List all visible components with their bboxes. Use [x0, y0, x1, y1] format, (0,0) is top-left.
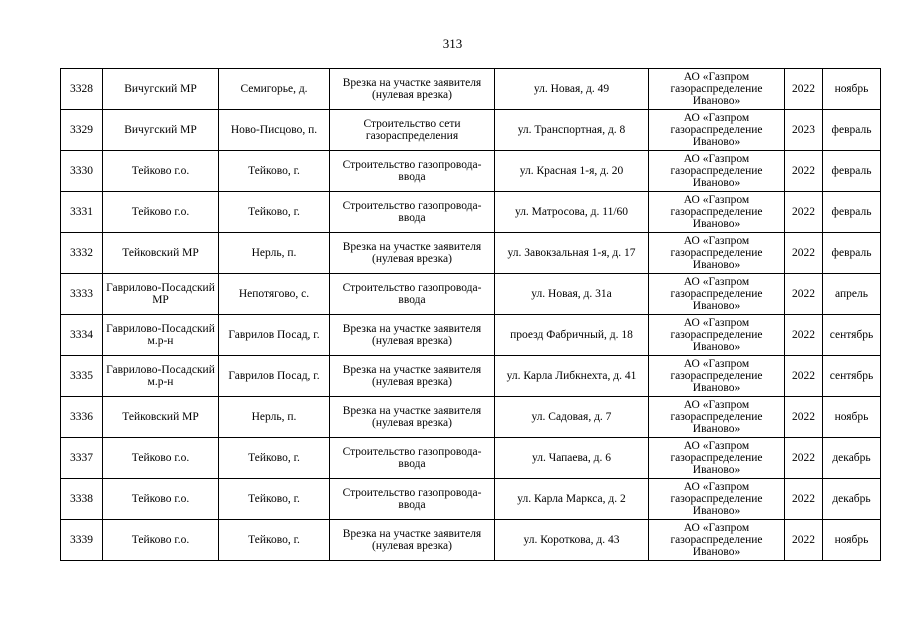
locality-cell: Семигорье, д. — [219, 69, 330, 110]
organization-cell: АО «Газпром газораспределение Иваново» — [649, 69, 785, 110]
district-cell: Тейково г.о. — [103, 520, 219, 561]
organization-cell: АО «Газпром газораспределение Иваново» — [649, 520, 785, 561]
gas-connections-table — [60, 68, 881, 561]
year-cell: 2022 — [785, 233, 823, 274]
month-cell: ноябрь — [823, 69, 881, 110]
organization-cell: АО «Газпром газораспределение Иваново» — [649, 315, 785, 356]
table-row — [61, 315, 881, 356]
table-row — [61, 356, 881, 397]
organization-cell: АО «Газпром газораспределение Иваново» — [649, 397, 785, 438]
organization-cell: АО «Газпром газораспределение Иваново» — [649, 192, 785, 233]
table-row — [61, 520, 881, 561]
district-cell: Вичугский МР — [103, 110, 219, 151]
row-number-cell: 3330 — [61, 151, 103, 192]
table-row — [61, 397, 881, 438]
organization-cell: АО «Газпром газораспределение Иваново» — [649, 356, 785, 397]
address-cell: ул. Транспортная, д. 8 — [495, 110, 649, 151]
work-type-cell: Врезка на участке заявителя (нулевая врезка) — [330, 315, 495, 356]
address-cell: ул. Карла Либкнехта, д. 41 — [495, 356, 649, 397]
table-row — [61, 69, 881, 110]
table-row — [61, 274, 881, 315]
address-cell: проезд Фабричный, д. 18 — [495, 315, 649, 356]
month-cell: февраль — [823, 110, 881, 151]
month-cell: декабрь — [823, 479, 881, 520]
table-row — [61, 110, 881, 151]
month-cell: февраль — [823, 233, 881, 274]
month-cell: ноябрь — [823, 397, 881, 438]
address-cell: ул. Карла Маркса, д. 2 — [495, 479, 649, 520]
district-cell: Вичугский МР — [103, 69, 219, 110]
district-cell: Тейково г.о. — [103, 438, 219, 479]
address-cell: ул. Красная 1-я, д. 20 — [495, 151, 649, 192]
table-row — [61, 151, 881, 192]
table-row — [61, 192, 881, 233]
locality-cell: Нерль, п. — [219, 397, 330, 438]
row-number-cell: 3329 — [61, 110, 103, 151]
locality-cell: Гаврилов Посад, г. — [219, 315, 330, 356]
year-cell: 2022 — [785, 520, 823, 561]
district-cell: Тейковский МР — [103, 397, 219, 438]
year-cell: 2022 — [785, 151, 823, 192]
locality-cell: Тейково, г. — [219, 151, 330, 192]
row-number-cell: 3339 — [61, 520, 103, 561]
work-type-cell: Врезка на участке заявителя (нулевая врезка) — [330, 520, 495, 561]
year-cell: 2022 — [785, 397, 823, 438]
organization-cell: АО «Газпром газораспределение Иваново» — [649, 110, 785, 151]
year-cell: 2022 — [785, 479, 823, 520]
district-cell: Гаврилово-Посадский м.р-н — [103, 356, 219, 397]
address-cell: ул. Завокзальная 1-я, д. 17 — [495, 233, 649, 274]
year-cell: 2022 — [785, 356, 823, 397]
row-number-cell: 3334 — [61, 315, 103, 356]
address-cell: ул. Короткова, д. 43 — [495, 520, 649, 561]
month-cell: ноябрь — [823, 520, 881, 561]
district-cell: Тейково г.о. — [103, 151, 219, 192]
year-cell: 2022 — [785, 315, 823, 356]
locality-cell: Тейково, г. — [219, 438, 330, 479]
work-type-cell: Строительство сети газораспределения — [330, 110, 495, 151]
organization-cell: АО «Газпром газораспределение Иваново» — [649, 233, 785, 274]
row-number-cell: 3331 — [61, 192, 103, 233]
organization-cell: АО «Газпром газораспределение Иваново» — [649, 274, 785, 315]
year-cell: 2022 — [785, 274, 823, 315]
year-cell: 2022 — [785, 192, 823, 233]
month-cell: сентябрь — [823, 315, 881, 356]
work-type-cell: Строительство газопровода-ввода — [330, 192, 495, 233]
address-cell: ул. Новая, д. 49 — [495, 69, 649, 110]
locality-cell: Гаврилов Посад, г. — [219, 356, 330, 397]
address-cell: ул. Матросова, д. 11/60 — [495, 192, 649, 233]
table-body — [61, 69, 881, 561]
page-number: 313 — [442, 36, 463, 51]
month-cell: апрель — [823, 274, 881, 315]
row-number-cell: 3333 — [61, 274, 103, 315]
locality-cell: Тейково, г. — [219, 520, 330, 561]
month-cell: декабрь — [823, 438, 881, 479]
locality-cell: Тейково, г. — [219, 192, 330, 233]
table-row — [61, 233, 881, 274]
work-type-cell: Врезка на участке заявителя (нулевая врезка) — [330, 356, 495, 397]
year-cell: 2022 — [785, 69, 823, 110]
work-type-cell: Строительство газопровода-ввода — [330, 438, 495, 479]
year-cell: 2023 — [785, 110, 823, 151]
organization-cell: АО «Газпром газораспределение Иваново» — [649, 438, 785, 479]
district-cell: Тейково г.о. — [103, 479, 219, 520]
month-cell: сентябрь — [823, 356, 881, 397]
year-cell: 2022 — [785, 438, 823, 479]
row-number-cell: 3337 — [61, 438, 103, 479]
locality-cell: Нерль, п. — [219, 233, 330, 274]
work-type-cell: Строительство газопровода-ввода — [330, 274, 495, 315]
district-cell: Тейковский МР — [103, 233, 219, 274]
table-row — [61, 438, 881, 479]
work-type-cell: Врезка на участке заявителя (нулевая врезка) — [330, 397, 495, 438]
district-cell: Тейково г.о. — [103, 192, 219, 233]
row-number-cell: 3328 — [61, 69, 103, 110]
organization-cell: АО «Газпром газораспределение Иваново» — [649, 151, 785, 192]
month-cell: февраль — [823, 192, 881, 233]
address-cell: ул. Чапаева, д. 6 — [495, 438, 649, 479]
row-number-cell: 3336 — [61, 397, 103, 438]
work-type-cell: Врезка на участке заявителя (нулевая врезка) — [330, 233, 495, 274]
address-cell: ул. Садовая, д. 7 — [495, 397, 649, 438]
district-cell: Гаврилово-Посадский МР — [103, 274, 219, 315]
row-number-cell: 3332 — [61, 233, 103, 274]
row-number-cell: 3338 — [61, 479, 103, 520]
work-type-cell: Врезка на участке заявителя (нулевая врезка) — [330, 69, 495, 110]
locality-cell: Тейково, г. — [219, 479, 330, 520]
address-cell: ул. Новая, д. 31а — [495, 274, 649, 315]
locality-cell: Ново-Писцово, п. — [219, 110, 330, 151]
table-row — [61, 479, 881, 520]
organization-cell: АО «Газпром газораспределение Иваново» — [649, 479, 785, 520]
locality-cell: Непотягово, с. — [219, 274, 330, 315]
month-cell: февраль — [823, 151, 881, 192]
row-number-cell: 3335 — [61, 356, 103, 397]
district-cell: Гаврилово-Посадский м.р-н — [103, 315, 219, 356]
work-type-cell: Строительство газопровода-ввода — [330, 479, 495, 520]
work-type-cell: Строительство газопровода-ввода — [330, 151, 495, 192]
